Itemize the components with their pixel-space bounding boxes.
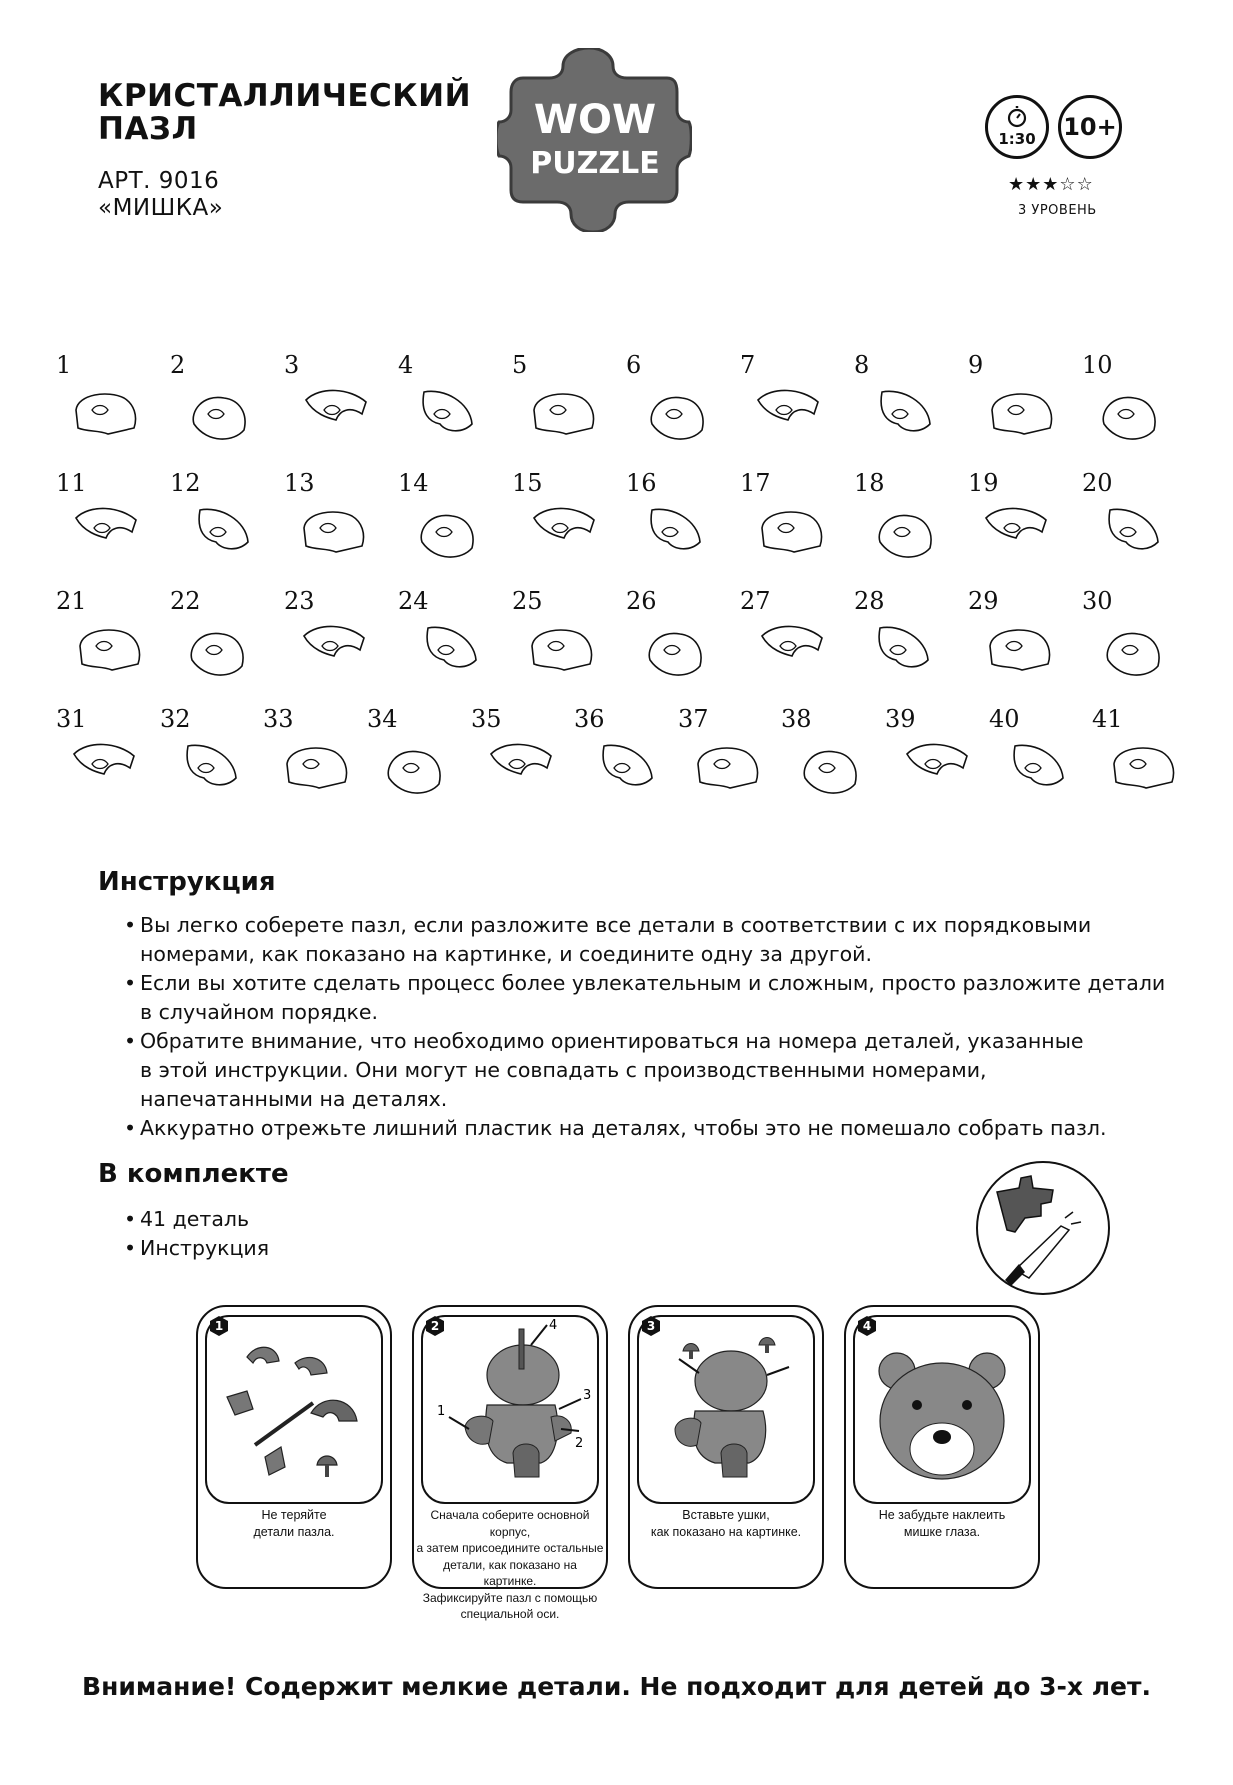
kit-item: • Инструкция bbox=[124, 1234, 269, 1263]
puzzle-piece bbox=[390, 588, 500, 700]
piece-icon bbox=[860, 492, 944, 562]
star-empty-icon: ☆ bbox=[1059, 174, 1077, 195]
puzzle-piece bbox=[1074, 470, 1184, 582]
piece-number: 37 bbox=[678, 705, 709, 733]
piece-icon bbox=[176, 492, 260, 562]
piece-number: 29 bbox=[968, 587, 999, 615]
piece-number: 10 bbox=[1082, 351, 1113, 379]
piece-number: 33 bbox=[263, 705, 294, 733]
piece-icon bbox=[1088, 492, 1172, 562]
eye-icon bbox=[962, 1400, 972, 1410]
piece-icon bbox=[632, 374, 716, 444]
piece-icon bbox=[974, 610, 1058, 680]
piece-icon bbox=[580, 728, 664, 798]
piece-number: 2 bbox=[170, 351, 186, 379]
wow-puzzle-logo bbox=[497, 48, 692, 232]
difficulty-level: 3 УРОВЕНЬ bbox=[1018, 203, 1097, 218]
age-badge: 10+ bbox=[1058, 95, 1122, 159]
step-4-card bbox=[844, 1305, 1040, 1589]
piece-icon bbox=[995, 728, 1079, 798]
logo-text-puzzle: PUZZLE bbox=[530, 146, 660, 181]
arrow-label: 1 bbox=[437, 1404, 446, 1419]
puzzle-piece bbox=[732, 352, 842, 464]
step-1-card bbox=[196, 1305, 392, 1589]
puzzle-piece bbox=[846, 470, 956, 582]
step-2-text: Сначала соберите основной корпус, а затем присоедините остальные детали, как показано на картинке. Зафиксируйте пазл с помощью специальной оси. bbox=[416, 1508, 604, 1621]
step-2-image bbox=[421, 1315, 599, 1504]
piece-number: 28 bbox=[854, 587, 885, 615]
puzzle-piece bbox=[162, 470, 272, 582]
puzzle-piece bbox=[981, 706, 1091, 818]
kit-heading: В комплекте bbox=[98, 1159, 289, 1189]
difficulty-stars bbox=[1008, 175, 1094, 195]
piece-icon bbox=[974, 492, 1058, 562]
time-badge bbox=[985, 95, 1049, 159]
piece-number: 1 bbox=[56, 351, 72, 379]
arrow-label: 3 bbox=[583, 1388, 592, 1403]
piece-icon bbox=[518, 374, 602, 444]
puzzle-piece bbox=[618, 588, 728, 700]
puzzle-piece bbox=[162, 588, 272, 700]
piece-number: 12 bbox=[170, 469, 201, 497]
piece-icon bbox=[290, 610, 374, 680]
puzzle-piece bbox=[48, 470, 158, 582]
puzzle-piece bbox=[504, 352, 614, 464]
puzzle-piece bbox=[1074, 588, 1184, 700]
step-2-card bbox=[412, 1305, 608, 1621]
piece-icon bbox=[477, 728, 561, 798]
step-number-badge bbox=[424, 1315, 446, 1337]
puzzle-piece bbox=[732, 588, 842, 700]
piece-number: 24 bbox=[398, 587, 429, 615]
eye-icon bbox=[912, 1400, 922, 1410]
puzzle-piece bbox=[670, 706, 780, 818]
puzzle-piece bbox=[390, 352, 500, 464]
piece-number: 34 bbox=[367, 705, 398, 733]
puzzle-piece bbox=[276, 588, 386, 700]
piece-icon bbox=[518, 610, 602, 680]
puzzle-piece bbox=[504, 470, 614, 582]
piece-number: 32 bbox=[160, 705, 191, 733]
instruction-item: • Обратите внимание, что необходимо ориентироваться на номера деталей, указанные в этой инструкции. Они могут не совпадать с производственными номерами, напечатанными на деталях. bbox=[124, 1027, 1165, 1114]
puzzle-piece bbox=[152, 706, 262, 818]
product-title bbox=[98, 80, 471, 146]
piece-number: 39 bbox=[885, 705, 916, 733]
puzzle-piece bbox=[463, 706, 573, 818]
piece-number: 15 bbox=[512, 469, 543, 497]
title-line-1: КРИСТАЛЛИЧЕСКИЙ bbox=[98, 78, 472, 114]
piece-number: 13 bbox=[284, 469, 315, 497]
piece-icon bbox=[404, 492, 488, 562]
puzzle-piece bbox=[566, 706, 676, 818]
piece-icon bbox=[290, 492, 374, 562]
article-number: АРТ. 9016 bbox=[98, 168, 220, 194]
puzzle-piece bbox=[276, 352, 386, 464]
article-block bbox=[98, 168, 223, 222]
instruction-item: • Аккуратно отрежьте лишний пластик на деталях, чтобы это не помешало собрать пазл. bbox=[124, 1114, 1165, 1143]
star-empty-icon: ☆ bbox=[1076, 174, 1094, 195]
piece-icon bbox=[62, 374, 146, 444]
piece-number: 18 bbox=[854, 469, 885, 497]
arrow-label: 4 bbox=[549, 1318, 558, 1333]
piece-icon bbox=[62, 492, 146, 562]
kit-list bbox=[124, 1205, 269, 1263]
puzzle-piece bbox=[1074, 352, 1184, 464]
instruction-item: • Если вы хотите сделать процесс более увлекательным и сложным, просто разложите детали в случайном порядке. bbox=[124, 969, 1165, 1027]
piece-icon bbox=[746, 374, 830, 444]
product-name: «МИШКА» bbox=[98, 195, 224, 221]
star-icon: ★ bbox=[1025, 174, 1043, 195]
piece-number: 38 bbox=[781, 705, 812, 733]
piece-icon bbox=[632, 610, 716, 680]
logo-text-wow: WOW bbox=[533, 97, 657, 143]
puzzle-piece bbox=[618, 352, 728, 464]
piece-number: 22 bbox=[170, 587, 201, 615]
piece-icon bbox=[166, 728, 250, 798]
svg-text:3: 3 bbox=[646, 1319, 656, 1333]
piece-number: 3 bbox=[284, 351, 300, 379]
star-icon: ★ bbox=[1008, 174, 1026, 195]
puzzle-piece bbox=[162, 352, 272, 464]
piece-icon bbox=[269, 728, 353, 798]
puzzle-piece bbox=[48, 352, 158, 464]
piece-number: 35 bbox=[471, 705, 502, 733]
step-number-badge bbox=[208, 1315, 230, 1337]
star-icon: ★ bbox=[1042, 174, 1060, 195]
piece-number: 4 bbox=[398, 351, 414, 379]
piece-number: 40 bbox=[989, 705, 1020, 733]
puzzle-piece bbox=[960, 470, 1070, 582]
piece-icon bbox=[746, 492, 830, 562]
puzzle-piece bbox=[48, 588, 158, 700]
puzzle-piece bbox=[846, 352, 956, 464]
step-number-badge bbox=[640, 1315, 662, 1337]
puzzle-piece bbox=[877, 706, 987, 818]
piece-icon bbox=[1088, 610, 1172, 680]
instruction-heading: Инструкция bbox=[98, 867, 276, 897]
step-3-card bbox=[628, 1305, 824, 1589]
piece-number: 14 bbox=[398, 469, 429, 497]
piece-icon bbox=[62, 728, 146, 798]
puzzle-piece bbox=[732, 470, 842, 582]
piece-number: 7 bbox=[740, 351, 756, 379]
piece-number: 23 bbox=[284, 587, 315, 615]
piece-icon bbox=[860, 610, 944, 680]
puzzle-piece bbox=[359, 706, 469, 818]
piece-number: 20 bbox=[1082, 469, 1113, 497]
step-3-text: Вставьте ушки, как показано на картинке. bbox=[650, 1508, 802, 1539]
piece-icon bbox=[373, 728, 457, 798]
arrow-label: 2 bbox=[575, 1436, 584, 1451]
puzzle-piece bbox=[618, 470, 728, 582]
svg-text:2: 2 bbox=[430, 1319, 440, 1333]
piece-number: 19 bbox=[968, 469, 999, 497]
puzzle-piece bbox=[1084, 706, 1194, 818]
piece-icon bbox=[746, 610, 830, 680]
svg-text:4: 4 bbox=[862, 1319, 872, 1333]
kit-item: • 41 деталь bbox=[124, 1205, 269, 1234]
title-line-2: ПАЗЛ bbox=[98, 111, 198, 147]
step-1-image bbox=[205, 1315, 383, 1504]
puzzle-piece bbox=[48, 706, 158, 818]
piece-icon bbox=[176, 374, 260, 444]
piece-number: 30 bbox=[1082, 587, 1113, 615]
pieces-grid bbox=[48, 352, 1188, 832]
piece-number: 41 bbox=[1092, 705, 1123, 733]
piece-icon bbox=[860, 374, 944, 444]
piece-icon bbox=[632, 492, 716, 562]
puzzle-piece bbox=[773, 706, 883, 818]
piece-number: 9 bbox=[968, 351, 984, 379]
piece-number: 17 bbox=[740, 469, 771, 497]
puzzle-piece bbox=[504, 588, 614, 700]
puzzle-piece bbox=[960, 588, 1070, 700]
step-4-image bbox=[853, 1315, 1031, 1504]
piece-number: 21 bbox=[56, 587, 87, 615]
puzzle-piece bbox=[960, 352, 1070, 464]
puzzle-piece bbox=[255, 706, 365, 818]
piece-icon bbox=[891, 728, 975, 798]
instruction-list bbox=[124, 911, 1165, 1143]
step-number-badge bbox=[856, 1315, 878, 1337]
piece-icon bbox=[974, 374, 1058, 444]
step-4-text: Не забудьте наклеить мишке глаза. bbox=[878, 1508, 1006, 1539]
piece-number: 8 bbox=[854, 351, 870, 379]
piece-number: 36 bbox=[574, 705, 605, 733]
puzzle-piece bbox=[276, 470, 386, 582]
instruction-item: • Вы легко соберете пазл, если разложите все детали в соответствии с их порядковыми номерами, как показано на картинке, и соедините одну за другой. bbox=[124, 911, 1165, 969]
piece-number: 5 bbox=[512, 351, 528, 379]
piece-icon bbox=[518, 492, 602, 562]
piece-icon bbox=[404, 374, 488, 444]
svg-text:1: 1 bbox=[214, 1319, 224, 1333]
time-label: 1:30 bbox=[998, 130, 1036, 148]
piece-number: 27 bbox=[740, 587, 771, 615]
piece-number: 6 bbox=[626, 351, 642, 379]
piece-number: 31 bbox=[56, 705, 87, 733]
piece-number: 25 bbox=[512, 587, 543, 615]
cut-plastic-illustration bbox=[975, 1160, 1111, 1296]
piece-number: 16 bbox=[626, 469, 657, 497]
piece-icon bbox=[787, 728, 871, 798]
puzzle-piece bbox=[390, 470, 500, 582]
safety-warning: Внимание! Содержит мелкие детали. Не подходит для детей до 3-х лет. bbox=[82, 1672, 1151, 1701]
piece-number: 11 bbox=[56, 469, 87, 497]
piece-icon bbox=[290, 374, 374, 444]
puzzle-piece bbox=[846, 588, 956, 700]
piece-number: 26 bbox=[626, 587, 657, 615]
step-1-text: Не теряйте детали пазла. bbox=[253, 1508, 335, 1539]
piece-icon bbox=[684, 728, 768, 798]
piece-icon bbox=[404, 610, 488, 680]
piece-icon bbox=[176, 610, 260, 680]
piece-icon bbox=[62, 610, 146, 680]
piece-icon bbox=[1088, 374, 1172, 444]
piece-icon bbox=[1098, 728, 1182, 798]
step-3-image bbox=[637, 1315, 815, 1504]
